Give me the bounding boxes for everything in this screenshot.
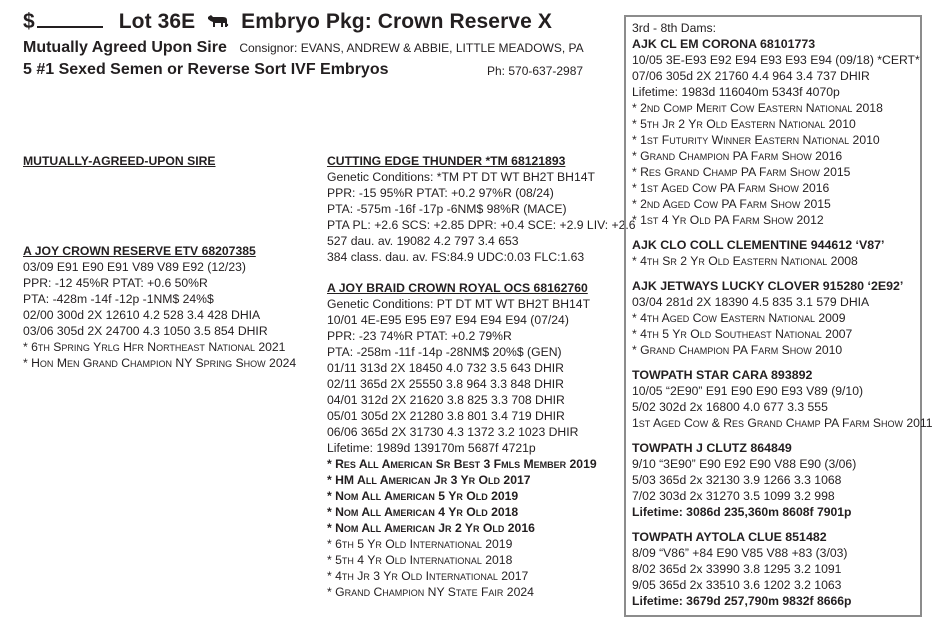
dam-8-name: TOWPATH AYTOLA CLUE 851482 [632, 530, 827, 544]
maternal-sire-award-bold: * Res All American Sr Best 3 Fmls Member 2019 [327, 457, 597, 471]
dam-award: * 6th Spring Yrlg Hfr Northeast National 2021 [23, 340, 286, 354]
maternal-sire-award: * 4th Jr 3 Yr Old International 2017 [327, 569, 529, 583]
dam-3-award: * 2nd Comp Merit Cow Eastern National 2018 [632, 101, 883, 115]
dam-section [23, 243, 296, 371]
header-line-1 [23, 10, 552, 34]
sire-line: PTA PL: +2.6 SCS: +2.85 DPR: +0.4 SCE: +2.9 LIV: +2.6 [327, 218, 636, 232]
dam-3-award: * 2nd Aged Cow PA Farm Show 2015 [632, 197, 831, 211]
sire-line: PPR: -15 95%R PTAT: +0.2 97%R (08/24) [327, 186, 554, 200]
dam-3-award: * 1st Futurity Winner Eastern National 2010 [632, 133, 880, 147]
dam-7-line: 5/03 365d 2x 32130 3.9 1266 3.3 1068 [632, 473, 842, 487]
consignor: Consignor: EVANS, ANDREW & ABBIE, LITTLE MEADOWS, PA [239, 41, 584, 55]
dam-3-line: Lifetime: 1983d 116040m 5343f 4070p [632, 85, 840, 99]
maternal-sire-line: PPR: -23 74%R PTAT: +0.2 79%R [327, 329, 512, 343]
maternal-sire-award-bold: * HM All American Jr 3 Yr Old 2017 [327, 473, 531, 487]
sire-line: Genetic Conditions: *TM PT DT WT BH2T BH14T [327, 170, 595, 184]
maternal-sire-line: PTA: -258m -11f -14p -28NM$ 20%$ (GEN) [327, 345, 562, 359]
maternal-sire-award-bold: * Nom All American 4 Yr Old 2018 [327, 505, 519, 519]
maternal-sire-name: A JOY BRAID CROWN ROYAL OCS 68162760 [327, 281, 588, 295]
dam-5-line: 03/04 281d 2X 18390 4.5 835 3.1 579 DHIA [632, 295, 870, 309]
maternal-sire-line: 02/11 365d 2X 25550 3.8 964 3.3 848 DHIR [327, 377, 564, 391]
dam-3-line: 07/06 305d 2X 21760 4.4 964 3.4 737 DHIR [632, 69, 870, 83]
dam-award: * Hon Men Grand Champion NY Spring Show 2024 [23, 356, 297, 370]
dam-line: PTA: -428m -14f -12p -1NM$ 24%$ [23, 292, 214, 306]
dam-4-award: * 4th Sr 2 Yr Old Eastern National 2008 [632, 254, 858, 268]
phone: Ph: 570-637-2987 [487, 64, 584, 78]
offer-line: 5 #1 Sexed Semen or Reverse Sort IVF Embryos [23, 61, 389, 78]
dam-line: 03/06 305d 2X 24700 4.3 1050 3.5 854 DHIR [23, 324, 268, 338]
sire-line: 527 dau. av. 19082 4.2 797 3.4 653 [327, 234, 519, 248]
dam-3-line: 10/05 3E-E93 E92 E94 E93 E93 E94 (09/18) *CERT* [632, 53, 920, 67]
sire-block-title: MUTUALLY-AGREED-UPON SIRE [23, 154, 216, 168]
dam-8-line: 8/09 “V86” +84 E90 V85 V88 +83 (3/03) [632, 546, 848, 560]
maternal-sire-award: * Grand Champion NY State Fair 2024 [327, 585, 534, 599]
maternal-sire-line: 06/06 365d 2X 31730 4.3 1372 3.2 1023 DHIR [327, 425, 579, 439]
dam-line: 03/09 E91 E90 E91 V89 V89 E92 (12/23) [23, 260, 246, 274]
cow-icon [207, 13, 229, 29]
dam-5-award: * 4th Aged Cow Eastern National 2009 [632, 311, 846, 325]
price-symbol: $ [23, 10, 35, 33]
dam-6-name: TOWPATH STAR CARA 893892 [632, 368, 813, 382]
dam-line: PPR: -12 45%R PTAT: +0.6 50%R [23, 276, 208, 290]
maternal-sire-line: 10/01 4E-E95 E95 E97 E94 E94 E94 (07/24) [327, 313, 569, 327]
dams-box-heading: 3rd - 8th Dams: [632, 21, 716, 35]
dams-box-content [632, 20, 933, 609]
maternal-sire-award-bold: * Nom All American Jr 2 Yr Old 2016 [327, 521, 535, 535]
dam-6-line: 10/05 “2E90” E91 E90 E90 E93 V89 (9/10) [632, 384, 864, 398]
dam-3-award: * Grand Champion PA Farm Show 2016 [632, 149, 843, 163]
sire-line: PTA: -575m -16f -17p -6NM$ 98%R (MACE) [327, 202, 567, 216]
dam-8-lifetime: Lifetime: 3679d 257,790m 9832f 8666p [632, 594, 852, 608]
sire-line: 384 class. dau. av. FS:84.9 UDC:0.03 FLC:1.63 [327, 250, 585, 264]
dam-3-award: * 5th Jr 2 Yr Old Eastern National 2010 [632, 117, 856, 131]
dam-3-award: * 1st Aged Cow PA Farm Show 2016 [632, 181, 830, 195]
price-blank [37, 12, 103, 28]
maternal-sire-line: 01/11 313d 2X 18450 4.0 732 3.5 643 DHIR [327, 361, 564, 375]
maternal-sire-award: * 6th 5 Yr Old International 2019 [327, 537, 513, 551]
dam-5-name: AJK JETWAYS LUCKY CLOVER 915280 ‘2E92’ [632, 279, 904, 293]
dam-7-name: TOWPATH J CLUTZ 864849 [632, 441, 792, 455]
dam-7-line: 9/10 “3E90” E90 E92 E90 V88 E90 (3/06) [632, 457, 857, 471]
dam-6-award: 1st Aged Cow & Res Grand Champ PA Farm Show 2011 [632, 416, 933, 430]
package-title: Embryo Pkg: Crown Reserve X [241, 10, 552, 33]
subtitle: Mutually Agreed Upon Sire [23, 39, 227, 56]
maternal-sire-line: 05/01 305d 2X 21280 3.8 801 3.4 719 DHIR [327, 409, 565, 423]
dam-4-name: AJK CLO COLL CLEMENTINE 944612 ‘V87’ [632, 238, 885, 252]
header-line-2 [23, 39, 584, 57]
lot-number: Lot 36E [118, 10, 196, 33]
dam-8-line: 8/02 365d 2x 33990 3.8 1295 3.2 1091 [632, 562, 842, 576]
dam-7-lifetime: Lifetime: 3086d 235,360m 8608f 7901p [632, 505, 852, 519]
dam-5-award: * 4th 5 Yr Old Southeast National 2007 [632, 327, 853, 341]
dam-8-line: 9/05 365d 2x 33510 3.6 1202 3.2 1063 [632, 578, 842, 592]
maternal-sire-lifetime: Lifetime: 1989d 139170m 5687f 4721p [327, 441, 536, 455]
maternal-sire-section [327, 280, 597, 600]
dam-3-award: * 1st 4 Yr Old PA Farm Show 2012 [632, 213, 824, 227]
dam-3-name: AJK CL EM CORONA 68101773 [632, 37, 816, 51]
maternal-sire-award-bold: * Nom All American 5 Yr Old 2019 [327, 489, 519, 503]
maternal-sire-line: 04/01 312d 2X 21620 3.8 825 3.3 708 DHIR [327, 393, 565, 407]
sire-section [327, 153, 636, 265]
dam-name: A JOY CROWN RESERVE ETV 68207385 [23, 244, 256, 258]
dam-7-line: 7/02 303d 2x 31270 3.5 1099 3.2 998 [632, 489, 835, 503]
maternal-sire-line: Genetic Conditions: PT DT MT WT BH2T BH14T [327, 297, 591, 311]
dam-5-award: * Grand Champion PA Farm Show 2010 [632, 343, 843, 357]
sire-name: CUTTING EDGE THUNDER *TM 68121893 [327, 154, 566, 168]
maternal-sire-award: * 5th 4 Yr Old International 2018 [327, 553, 513, 567]
dam-3-award: * Res Grand Champ PA Farm Show 2015 [632, 165, 851, 179]
dam-line: 02/00 300d 2X 12610 4.2 528 3.4 428 DHIA [23, 308, 261, 322]
dam-6-line: 5/02 302d 2x 16800 4.0 677 3.3 555 [632, 400, 828, 414]
